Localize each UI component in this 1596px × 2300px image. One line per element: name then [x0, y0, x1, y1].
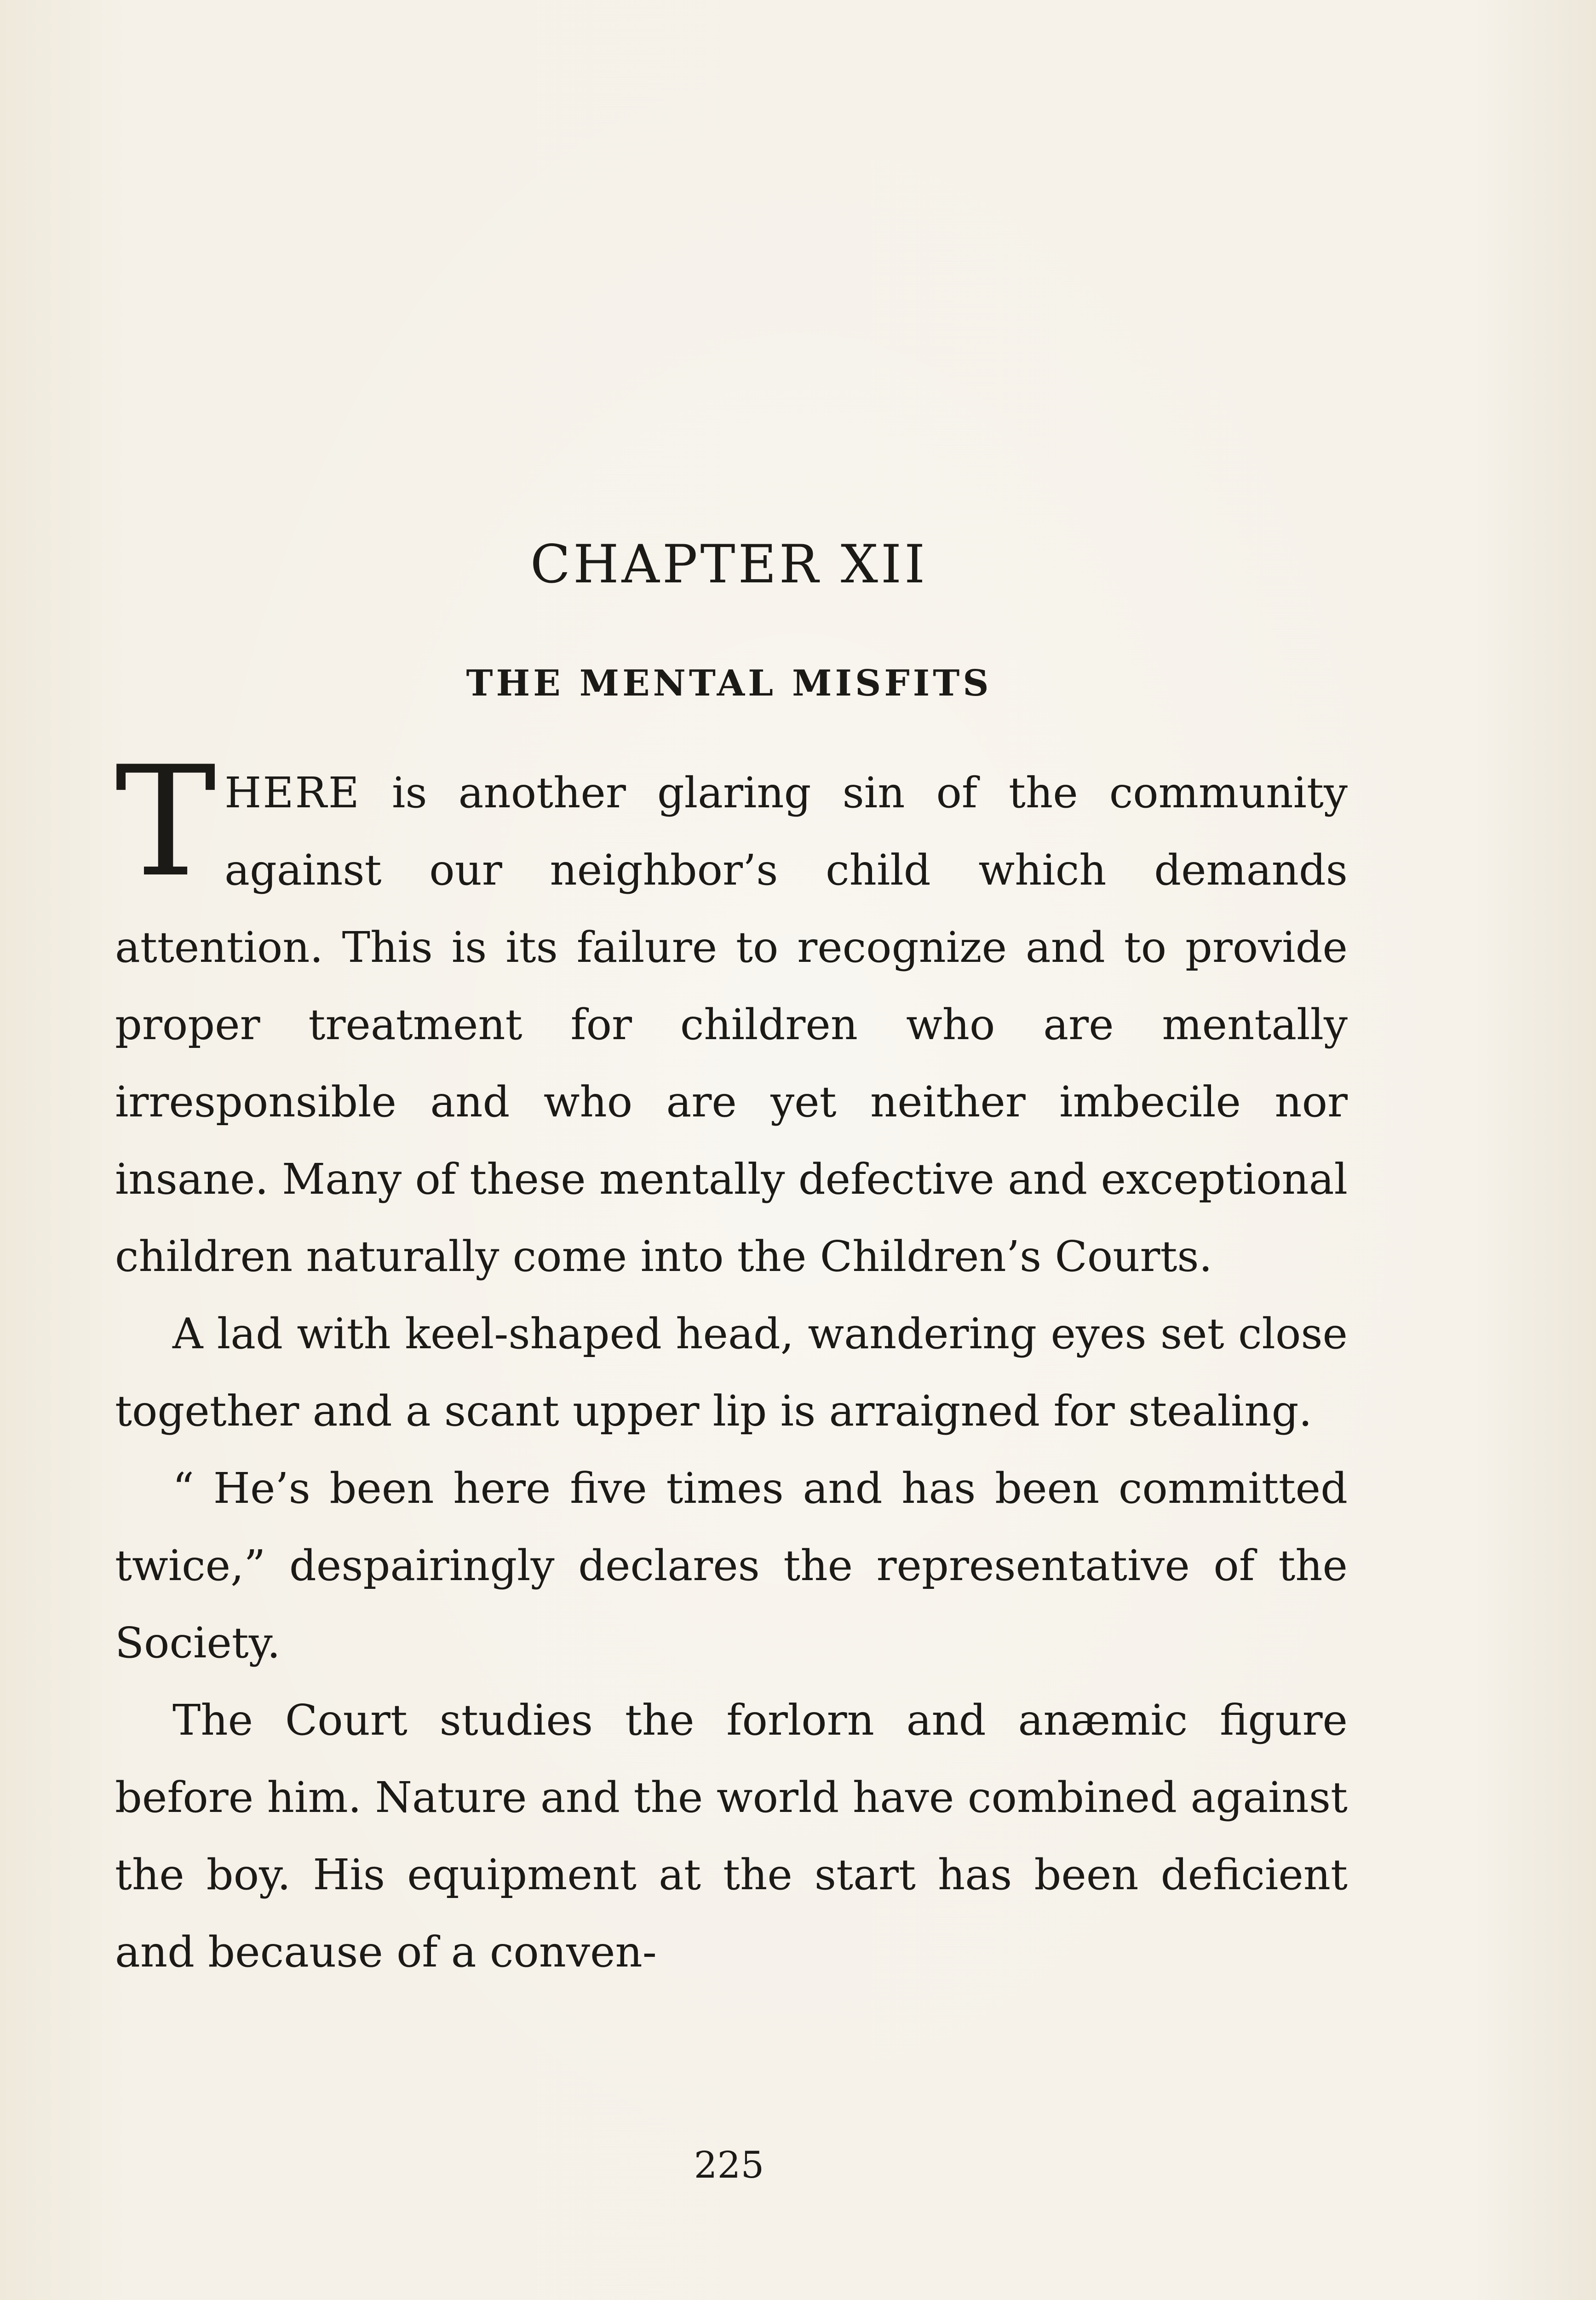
paragraph-2: A lad with keel-shaped head, wandering eyes set close together and a scant upper lip is arraigned for stealing.: [115, 1309, 1348, 1436]
paragraph-4: The Court studies the forlorn and anæmic figure before him. Nature and the world have combined against the boy. His equipment at the start has been deficient and because of a conven-: [115, 1696, 1348, 1977]
paragraph-1-text: is another glaring sin of the community against our neighbor’s child which demands attention. This is its failure to recognize and to provide proper treatment for children who are mentally irresponsible and who are yet neither imbecile nor insane. Many of these mentally defective and exceptional children naturally come into the Children’s Courts.: [115, 768, 1348, 1281]
opening-caps: HERE: [224, 768, 361, 817]
paragraph-3: “ He’s been here five times and has been committed twice,” despairingly declares the representative of the Society.: [115, 1464, 1348, 1668]
chapter-title: CHAPTER XII: [530, 534, 928, 595]
page-number: 225: [694, 2144, 764, 2186]
paragraph-1: [115, 734, 1348, 1295]
body-text: [115, 734, 1348, 1991]
drop-cap: T: [115, 734, 217, 910]
chapter-subtitle: THE MENTAL MISFITS: [466, 662, 992, 704]
